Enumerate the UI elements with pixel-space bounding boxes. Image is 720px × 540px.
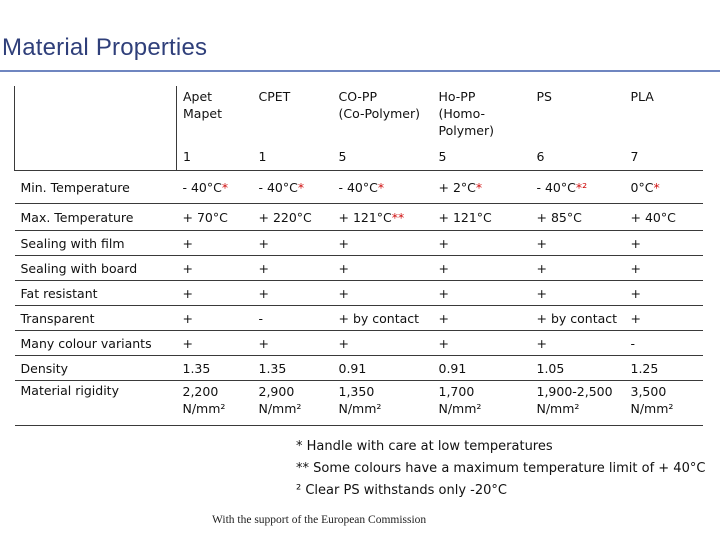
cell-value: + xyxy=(338,335,349,351)
table-cell xyxy=(531,204,625,231)
cell-value: + xyxy=(438,310,449,326)
cell-value: - 40°C xyxy=(338,179,378,195)
header-material-number: 5 xyxy=(338,149,347,164)
cell-value: + xyxy=(258,235,269,251)
table-cell xyxy=(177,171,253,204)
cell-value: 2,900 N/mm² xyxy=(258,384,302,416)
cell-value: + xyxy=(258,260,269,276)
table-cell xyxy=(333,281,433,306)
row-sealing-board xyxy=(15,256,703,281)
footnote-marker: * xyxy=(297,179,305,195)
cell-value: + xyxy=(536,260,547,276)
header-row xyxy=(15,86,703,171)
row-fat-resistant xyxy=(15,281,703,306)
table-cell xyxy=(333,171,433,204)
table-cell xyxy=(333,256,433,281)
table-cell xyxy=(333,356,433,381)
table-cell xyxy=(531,231,625,256)
table-cell xyxy=(253,281,333,306)
cell-value: + xyxy=(258,335,269,351)
table-cell xyxy=(333,231,433,256)
cell-value: + xyxy=(182,285,193,301)
row-label: Sealing with film xyxy=(15,231,177,256)
cell-value: + by contact xyxy=(536,310,618,326)
cell-value: + xyxy=(536,235,547,251)
footnote-clear-ps: ² Clear PS withstands only -20°C xyxy=(296,483,507,498)
header-cpet xyxy=(253,86,333,171)
table-cell xyxy=(625,171,703,204)
cell-value: + 121°C xyxy=(438,209,492,225)
footnote-marker: * xyxy=(653,179,660,195)
row-label: Material rigidity xyxy=(15,381,177,426)
header-material-name: CPET xyxy=(258,89,291,104)
cell-value: + 121°C xyxy=(338,209,392,225)
row-label: Fat resistant xyxy=(15,281,177,306)
row-label: Many colour variants xyxy=(15,331,177,356)
row-label: Min. Temperature xyxy=(15,171,177,204)
table-cell xyxy=(433,381,531,426)
cell-value: 0.91 xyxy=(338,360,367,376)
table-cell xyxy=(625,204,703,231)
table-cell xyxy=(433,231,531,256)
table-cell xyxy=(433,256,531,281)
row-transparent xyxy=(15,306,703,331)
row-sealing-film xyxy=(15,231,703,256)
cell-value: - xyxy=(630,335,636,351)
cell-value: + xyxy=(338,285,349,301)
table-cell xyxy=(177,256,253,281)
table-cell xyxy=(531,256,625,281)
cell-value: 0.91 xyxy=(438,360,467,376)
header-material-name: Apet Mapet xyxy=(183,89,222,121)
table-cell xyxy=(531,281,625,306)
row-density xyxy=(15,356,703,381)
cell-value: + xyxy=(258,285,269,301)
material-properties-table xyxy=(14,86,703,426)
table-cell xyxy=(177,281,253,306)
cell-value: + xyxy=(438,235,449,251)
cell-value: - xyxy=(258,310,264,326)
table-cell xyxy=(531,356,625,381)
table-cell xyxy=(253,231,333,256)
header-corner-cell xyxy=(15,86,177,171)
cell-value: + xyxy=(182,310,193,326)
cell-value: + xyxy=(630,235,641,251)
cell-value: + xyxy=(630,260,641,276)
cell-value: + xyxy=(536,335,547,351)
table-cell xyxy=(625,256,703,281)
cell-value: + 2°C xyxy=(438,179,476,195)
title-divider xyxy=(0,70,720,72)
table-cell xyxy=(531,381,625,426)
footnote-low-temperature: * Handle with care at low temperatures xyxy=(296,439,553,454)
table-cell xyxy=(625,356,703,381)
cell-value: + xyxy=(182,260,193,276)
footnote-marker: ** xyxy=(391,209,405,225)
row-max-temperature xyxy=(15,204,703,231)
footnote-max-temperature: ** Some colours have a maximum temperature limit of + 40°C xyxy=(296,461,706,476)
table-cell xyxy=(177,331,253,356)
cell-value: + xyxy=(438,260,449,276)
table-cell xyxy=(625,281,703,306)
table-cell xyxy=(177,356,253,381)
cell-value: + xyxy=(182,235,193,251)
cell-value: + xyxy=(338,260,349,276)
table-cell xyxy=(625,306,703,331)
table-cell xyxy=(433,356,531,381)
cell-value: - 40°C xyxy=(182,179,222,195)
cell-value: 1,700 N/mm² xyxy=(438,384,482,416)
row-label: Density xyxy=(15,356,177,381)
cell-value: + 40°C xyxy=(630,209,676,225)
table-cell xyxy=(253,306,333,331)
table-cell xyxy=(177,231,253,256)
footnote-marker: *² xyxy=(575,179,588,195)
table-cell xyxy=(253,381,333,426)
cell-value: 1.25 xyxy=(630,360,659,376)
header-material-number: 1 xyxy=(183,149,191,164)
header-ps xyxy=(531,86,625,171)
cell-value: 1,900-2,500 N/mm² xyxy=(536,384,613,416)
row-min-temperature xyxy=(15,171,703,204)
cell-value: + 220°C xyxy=(258,209,312,225)
header-pla xyxy=(625,86,703,171)
table-cell xyxy=(433,171,531,204)
cell-value: - 40°C xyxy=(258,179,298,195)
table-cell xyxy=(531,331,625,356)
support-text: With the support of the European Commission xyxy=(212,514,427,526)
table-cell xyxy=(433,331,531,356)
header-material-number: 5 xyxy=(438,149,447,164)
cell-value: + 70°C xyxy=(182,209,228,225)
header-material-name: PS xyxy=(536,89,552,104)
header-ho-pp xyxy=(433,86,531,171)
header-co-pp xyxy=(333,86,433,171)
table-cell xyxy=(253,331,333,356)
table-cell xyxy=(625,381,703,426)
cell-value: + xyxy=(630,285,641,301)
row-colour-variants xyxy=(15,331,703,356)
row-label: Sealing with board xyxy=(15,256,177,281)
table-cell xyxy=(333,381,433,426)
cell-value: + xyxy=(630,310,641,326)
cell-value: 1,350 N/mm² xyxy=(338,384,382,416)
cell-value: 1.05 xyxy=(536,360,565,376)
cell-value: + xyxy=(338,235,349,251)
cell-value: 1.35 xyxy=(258,360,287,376)
table-cell xyxy=(177,306,253,331)
cell-value: + xyxy=(438,335,449,351)
header-material-number: 6 xyxy=(536,149,545,164)
header-apet xyxy=(177,86,253,171)
cell-value: 1.35 xyxy=(182,360,211,376)
table-cell xyxy=(333,306,433,331)
table-cell xyxy=(253,171,333,204)
footnotes xyxy=(296,436,705,502)
footnote-marker: * xyxy=(475,179,483,195)
header-material-name: PLA xyxy=(630,89,654,104)
footnote-marker: * xyxy=(221,179,229,195)
table-cell xyxy=(333,204,433,231)
header-material-name: CO-PP (Co-Polymer) xyxy=(338,89,420,121)
row-material-rigidity xyxy=(15,381,703,426)
cell-value: 3,500 N/mm² xyxy=(630,384,674,416)
cell-value: + xyxy=(536,285,547,301)
cell-value: 0°C xyxy=(630,179,654,195)
table-cell xyxy=(333,331,433,356)
table-cell xyxy=(253,256,333,281)
cell-value: + by contact xyxy=(338,310,420,326)
table-cell xyxy=(531,171,625,204)
table-cell xyxy=(177,204,253,231)
table-cell xyxy=(433,204,531,231)
table-cell xyxy=(253,356,333,381)
cell-value: + xyxy=(182,335,193,351)
table-cell xyxy=(625,331,703,356)
cell-value: + xyxy=(438,285,449,301)
table-cell xyxy=(253,204,333,231)
header-material-number: 7 xyxy=(630,149,639,164)
cell-value: - 40°C xyxy=(536,179,576,195)
row-label: Transparent xyxy=(15,306,177,331)
table-cell xyxy=(177,381,253,426)
table-cell xyxy=(531,306,625,331)
cell-value: + 85°C xyxy=(536,209,582,225)
table-body xyxy=(15,171,703,426)
table-cell xyxy=(433,306,531,331)
footnote-marker: * xyxy=(377,179,385,195)
table-cell xyxy=(433,281,531,306)
page-title: Material Properties xyxy=(2,34,208,61)
header-material-name: Ho-PP (Homo- Polymer) xyxy=(438,89,494,138)
row-label: Max. Temperature xyxy=(15,204,177,231)
table-cell xyxy=(625,231,703,256)
cell-value: 2,200 N/mm² xyxy=(182,384,226,416)
header-material-number: 1 xyxy=(258,149,267,164)
